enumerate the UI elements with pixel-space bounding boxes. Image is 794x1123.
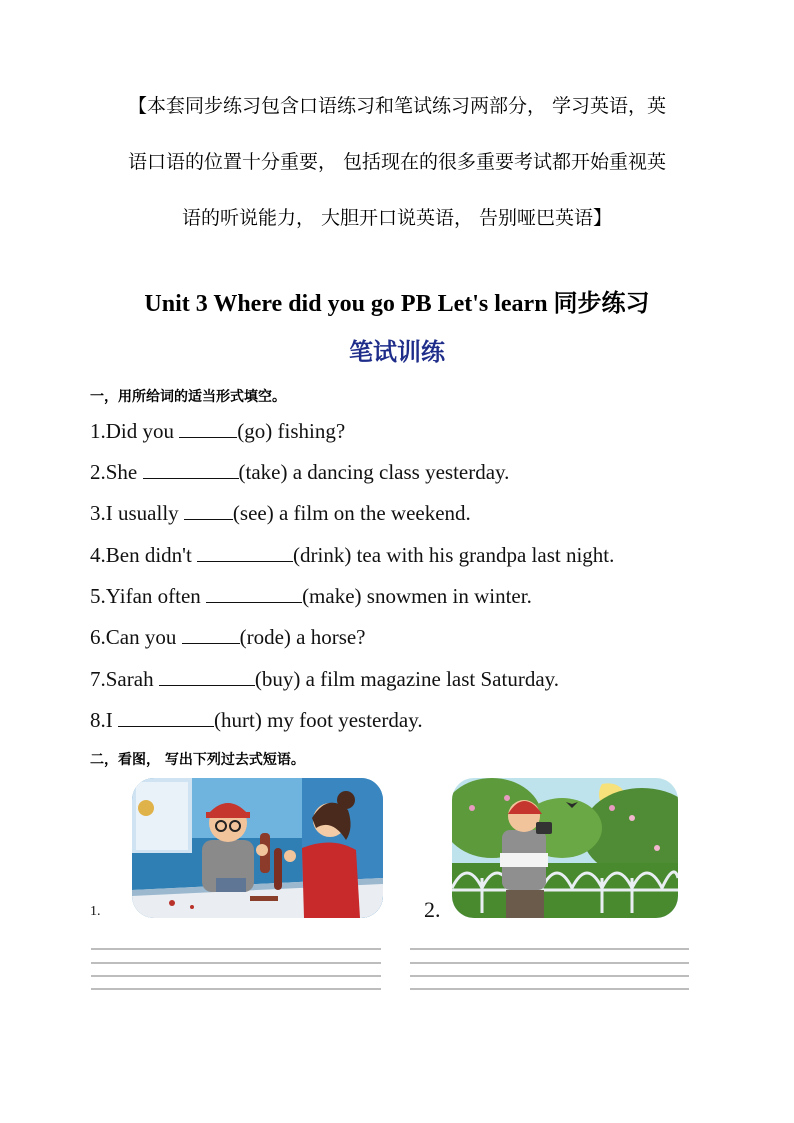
question-2: 2.She (take) a dancing class yesterday. [90,460,510,484]
picture-2-illustration [452,778,678,918]
answer-line[interactable] [91,962,381,964]
intro-line: 语的听说能力， 大胆开口说英语， 告别哑巴英语】 [181,207,613,229]
item-number-2: 2. [424,897,441,922]
question-4: 4.Ben didn't (drink) tea with his grandpa last night. [90,543,615,567]
answer-blank[interactable] [182,625,240,644]
picture-2-photo [452,778,678,918]
question-5: 5.Yifan often (make) snowmen in winter. [90,584,532,608]
question-3: 3.I usually (see) a film on the weekend. [90,501,471,525]
intro-line: 【本套同步练习包含口语练习和笔试练习两部分， 学习英语，英 [127,95,667,117]
answer-line[interactable] [410,988,689,990]
answer-line[interactable] [91,948,381,950]
answer-blank[interactable] [118,708,214,727]
picture-1-shopping [132,778,383,918]
answer-blank[interactable] [159,667,255,686]
answer-line[interactable] [410,962,689,964]
intro-line: 语口语的位置十分重要， 包括现在的很多重要考试都开始重视英 [127,151,667,173]
section1-heading: 一，用所给词的适当形式填空。 [90,389,286,405]
question-8: 8.I (hurt) my foot yesterday. [90,708,423,732]
intro-paragraph [90,78,704,246]
answer-blank[interactable] [143,460,239,479]
answer-blank[interactable] [206,584,302,603]
answer-line[interactable] [410,948,689,950]
question-7: 7.Sarah (buy) a film magazine last Saturday. [90,667,560,691]
answer-blank[interactable] [184,501,233,520]
answer-blank[interactable] [179,419,237,438]
item-number-1: 1. [90,904,101,919]
page-title: Unit 3 Where did you go PB Let's learn 同步练习 [144,291,650,317]
answer-line[interactable] [91,988,381,990]
question-1: 1.Did you (go) fishing? [90,419,346,443]
answer-blank[interactable] [197,543,293,562]
question-6: 6.Can you (rode) a horse? [90,625,366,649]
answer-line[interactable] [410,975,689,977]
answer-line[interactable] [91,975,381,977]
picture-1-illustration [132,778,383,918]
page-subtitle: 笔试训练 [349,338,445,366]
section2-heading: 二，看图， 写出下列过去式短语。 [90,752,305,768]
